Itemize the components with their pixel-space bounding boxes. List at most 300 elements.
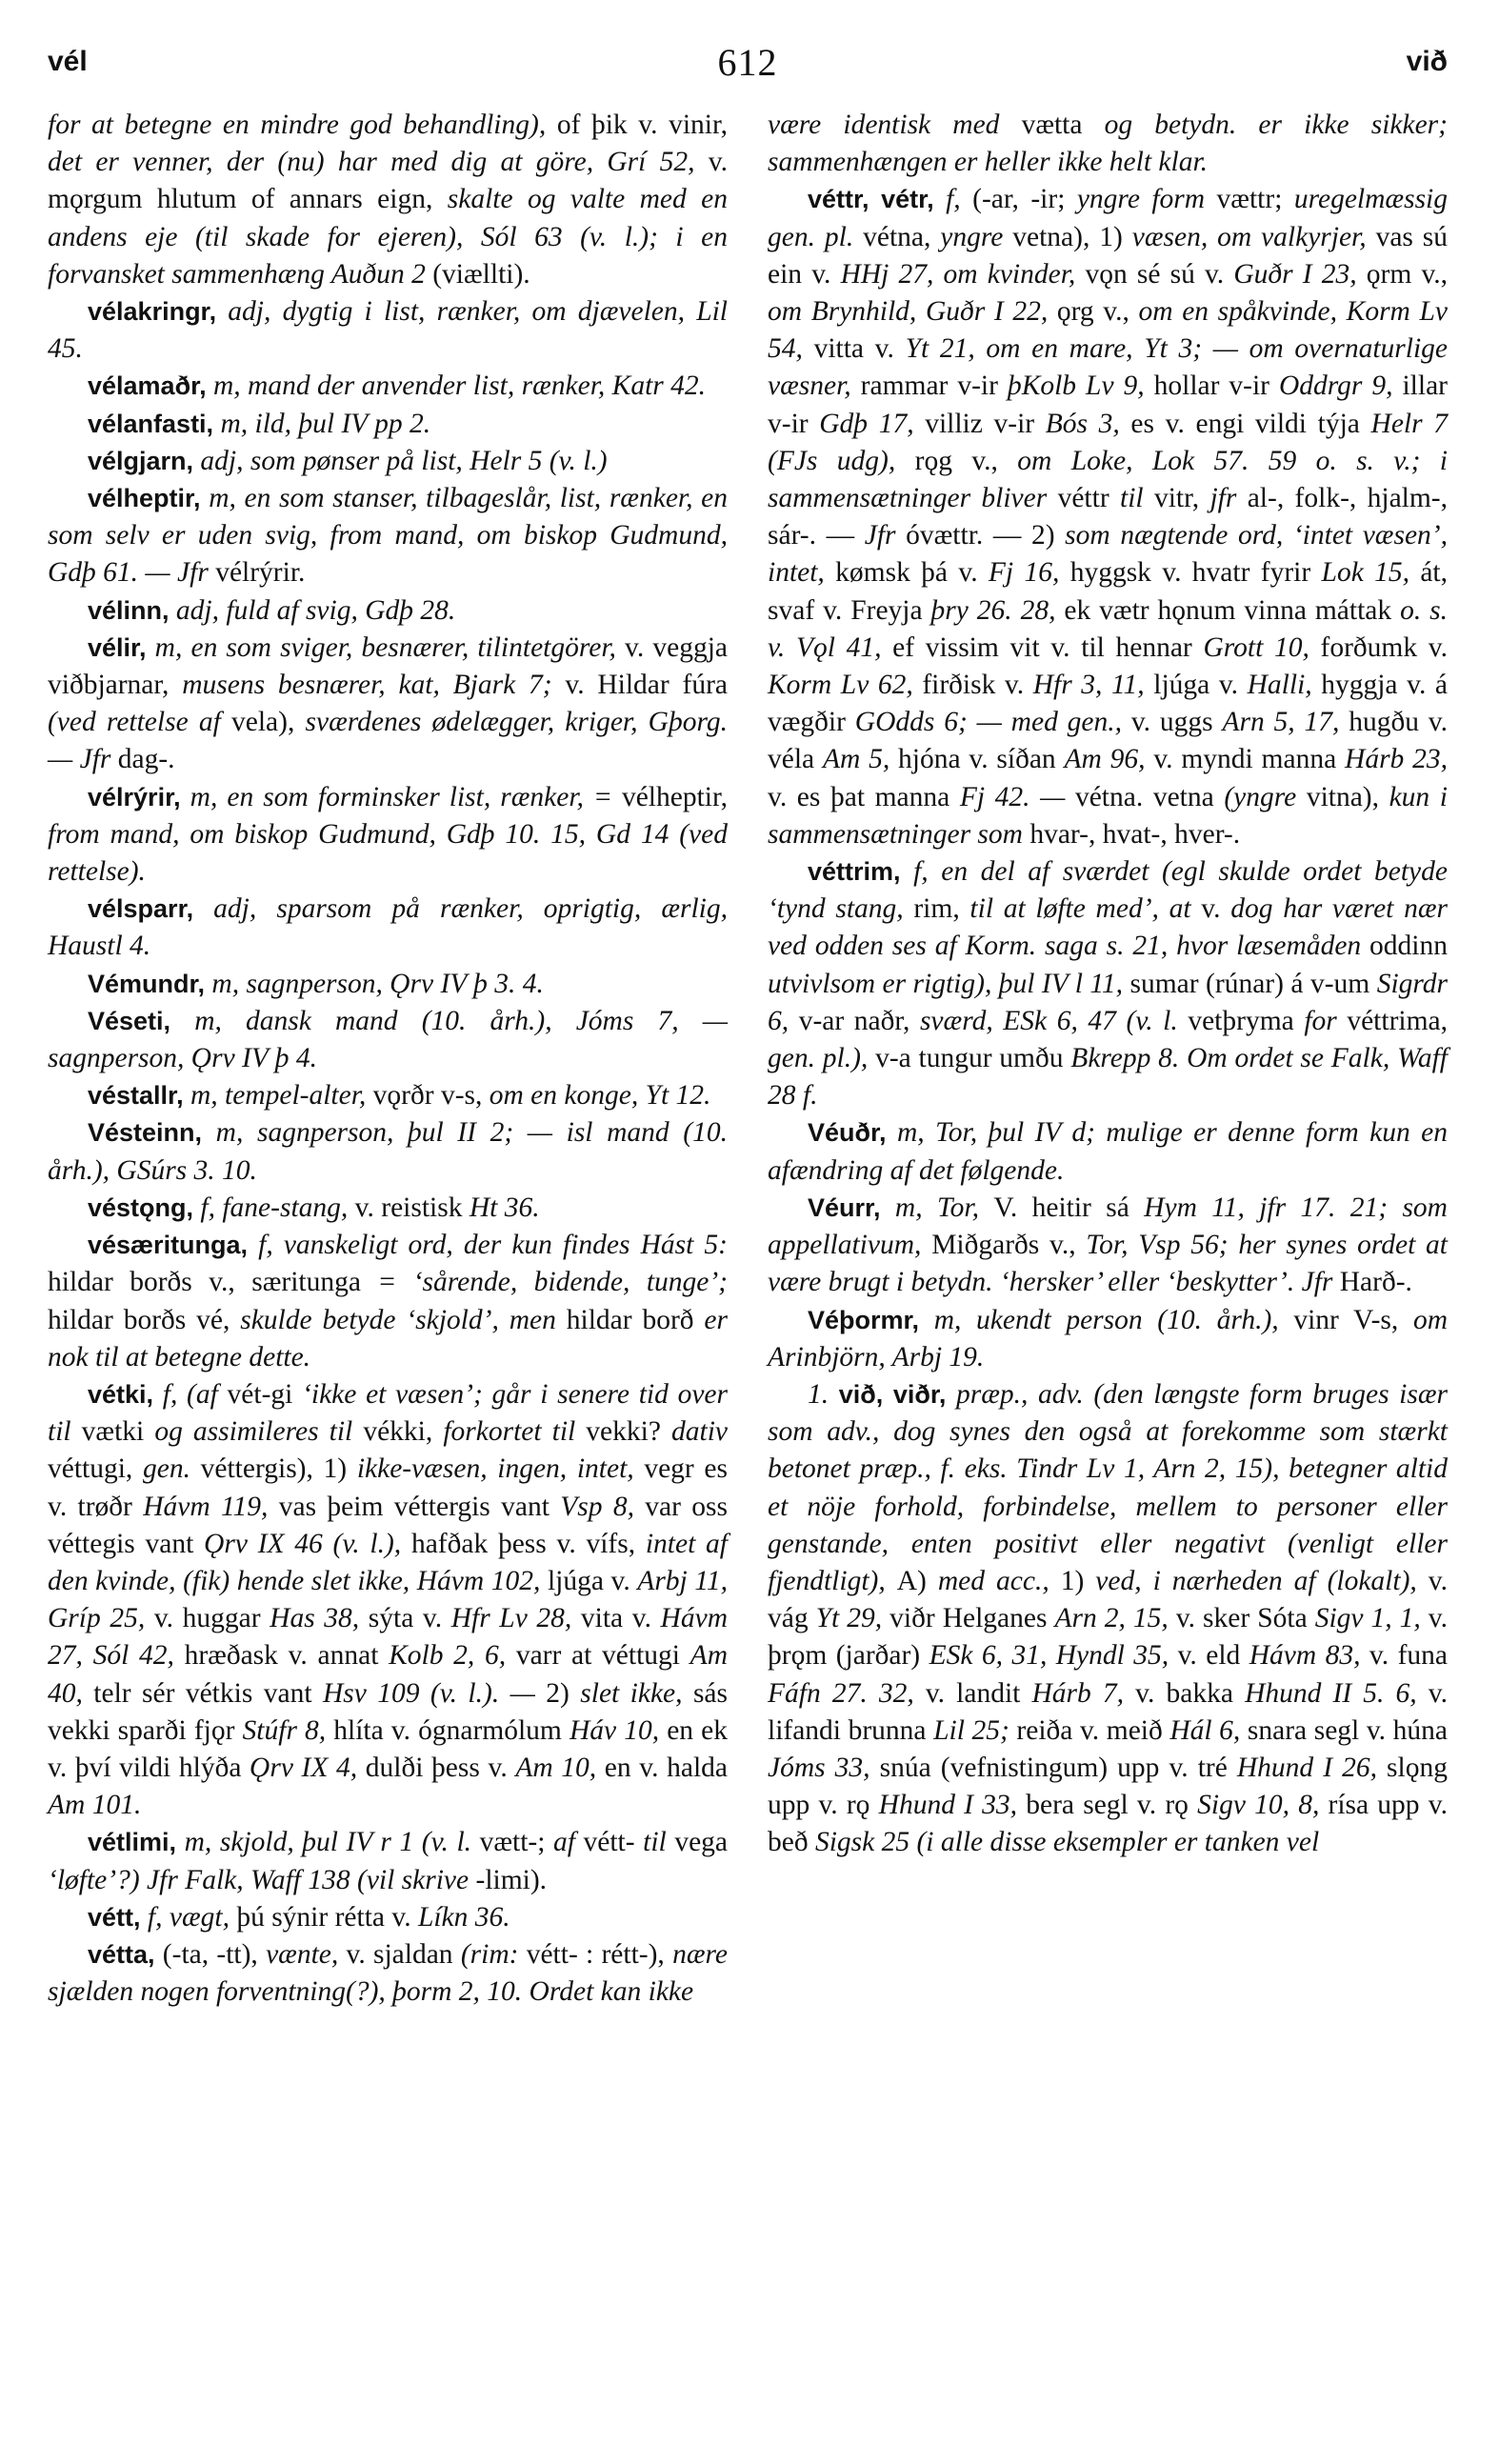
- headword: vélanfasti,: [88, 409, 214, 438]
- entry-text-roman: véttr: [1057, 483, 1120, 514]
- entry-text-roman: vétt-: [583, 1827, 644, 1858]
- headword: vétlimi,: [88, 1828, 177, 1857]
- headword: Vésteinn,: [88, 1118, 203, 1148]
- headword: Vémundr,: [88, 969, 206, 998]
- entry-text-roman: (-ta, -tt),: [154, 1938, 267, 1970]
- entry-text-italic: Ǫrv IX 4,: [250, 1752, 366, 1783]
- entry-text-italic: m, sagnperson, þul II 2; — isl mand (10. årh.), GSúrs 3. 10.: [48, 1117, 728, 1186]
- entry-text-roman: rísa upp v. beð: [768, 1790, 1448, 1858]
- entry-text-italic: ‘ikke et væsen’; går i senere tid over til: [48, 1378, 729, 1448]
- entry-text-italic: m, dansk mand (10. årh.), Jóms 7, — sagnperson, Ǫrv IV þ 4.: [48, 1005, 728, 1074]
- entry-text-roman: v-a tungur umðu: [875, 1043, 1071, 1074]
- dictionary-entry: [48, 966, 728, 1003]
- entry-text-italic: þry 26. 28,: [930, 594, 1065, 626]
- entry-text-italic: dativ: [671, 1416, 729, 1448]
- entry-text-italic: til at løfte med’, at: [969, 893, 1202, 925]
- entry-text-roman: (-ar, -ir;: [972, 184, 1077, 215]
- entry-text-roman: sás vekki sparði fjǫr: [48, 1677, 728, 1746]
- entry-text-italic: Fáfn 27. 32,: [768, 1677, 926, 1709]
- entry-text-roman: oddinn: [1369, 931, 1448, 962]
- headword: vélrýrir,: [88, 782, 181, 811]
- entry-text-italic: dog har været nær ved odden ses af Korm. saga s. 21, hvor læsemåden: [768, 893, 1448, 962]
- dictionary-entry: [48, 1899, 728, 1936]
- entry-text-italic: Bós 3,: [1045, 408, 1131, 439]
- entry-text-italic: Hávm 83,: [1249, 1640, 1369, 1672]
- page-number: 612: [717, 40, 778, 84]
- entry-text-italic: adj, som pønser på list, Helr 5 (v. l.): [193, 445, 608, 476]
- entry-text-roman: (viællti).: [432, 258, 530, 290]
- dictionary-entry: [768, 1302, 1448, 1376]
- dictionary-entry: [48, 293, 728, 368]
- entry-text-italic: slet ikke,: [580, 1677, 693, 1709]
- dictionary-entry: [48, 1824, 728, 1898]
- entry-text-roman: v. myndi manna: [1153, 744, 1346, 775]
- entry-text-italic: f, (af: [153, 1378, 228, 1410]
- entry-text-roman: var oss véttegis vant: [48, 1491, 728, 1559]
- entry-text-italic: om en konge, Yt 12.: [489, 1080, 711, 1112]
- entry-text-roman: snúa (vefnistingum) upp v. tré: [879, 1752, 1237, 1783]
- entry-text-roman: hyggsk v. hvatr fyrir: [1069, 557, 1322, 589]
- entry-text-roman: v. uggs: [1130, 707, 1223, 738]
- entry-text-italic: Fj 42. —: [959, 781, 1075, 812]
- entry-text-roman: vǫrðr v-s,: [372, 1080, 490, 1112]
- entry-text-italic: ESk 6, 31, Hyndl 35,: [929, 1640, 1178, 1672]
- entry-text-italic: m, Tor, þul IV d; mulige er denne form kun en afændring af det følgende.: [768, 1117, 1448, 1186]
- entry-text-italic: gen.: [142, 1453, 201, 1485]
- entry-text-italic: være identisk med: [768, 110, 1022, 140]
- headword: véstallr,: [88, 1081, 184, 1111]
- entry-text-italic: forkortet til: [443, 1416, 587, 1448]
- entry-text-italic: Am 5,: [822, 744, 899, 775]
- entry-text-italic: Yt 29,: [815, 1603, 890, 1634]
- headword: vétta,: [88, 1939, 155, 1969]
- entry-text-roman: vetna), 1): [1012, 221, 1132, 252]
- entry-text-italic: Has 38,: [270, 1603, 369, 1634]
- headword: Véseti,: [88, 1006, 171, 1035]
- headword: við, viðr,: [838, 1379, 947, 1409]
- entry-text-roman: v. eld: [1177, 1640, 1249, 1672]
- entry-text-italic: Sigrdr 6,: [768, 968, 1448, 1036]
- entry-text-italic: væsen, om valkyrjer,: [1131, 221, 1376, 252]
- headword: vélir,: [88, 632, 147, 662]
- headword: vélamaðr,: [88, 371, 207, 401]
- headword: véttrim,: [808, 857, 901, 887]
- entry-text-roman: en ek v. því vildi hlýða: [48, 1714, 729, 1783]
- entry-text-italic: Bkrepp 8. Om ordet se Falk, Waff 28 f.: [768, 1043, 1448, 1112]
- entry-text-roman: át, svaf v. Freyja: [768, 557, 1449, 626]
- dictionary-entry: [48, 779, 728, 891]
- entry-text-roman: vegr es v. trøðr: [48, 1453, 728, 1522]
- entry-text-roman: v. funa: [1369, 1640, 1448, 1672]
- entry-text-italic: Vsp 8,: [560, 1491, 646, 1522]
- dictionary-entry: [48, 891, 728, 965]
- entry-text-roman: al-, folk-, hjalm-, sár-. —: [768, 483, 1448, 551]
- entry-text-roman: v. landit: [925, 1677, 1032, 1709]
- entry-text-italic: from mand, om biskop Gudmund, Gdþ 10. 15, Gd 14 (ved rettelse).: [48, 818, 728, 888]
- dictionary-entry: [48, 1003, 728, 1077]
- left-guide-word: vél: [48, 46, 88, 77]
- entry-text-roman: vitna),: [1306, 781, 1389, 812]
- entry-text-italic: Arn 2, 15,: [1054, 1603, 1176, 1634]
- entry-text-roman: vas þeim véttergis vant: [278, 1491, 561, 1522]
- entry-text-italic: utvivlsom er rigtig), þul IV l 11,: [768, 968, 1130, 999]
- entry-text-roman: véttergis), 1): [200, 1453, 357, 1485]
- entry-text-roman: firðisk v.: [922, 670, 1033, 701]
- entry-text-italic: Halli,: [1247, 670, 1322, 701]
- entry-text-italic: kun i sammensætninger som: [768, 781, 1448, 850]
- entry-text-roman: v. Hildar fúra: [565, 670, 728, 701]
- entry-text-roman: vætta: [1021, 110, 1105, 140]
- entry-text-roman: þú sýnir rétta v.: [236, 1901, 418, 1933]
- entry-text-italic: det er venner, der (nu) har med dig at göre, Grí 52,: [48, 147, 709, 178]
- entry-text-italic: Hfr 3, 11,: [1032, 670, 1154, 701]
- headword: vétki,: [88, 1379, 154, 1409]
- entry-text-roman: v. þrǫm (jarðar): [768, 1603, 1449, 1672]
- entry-text-italic: uregelmæssig gen. pl.: [768, 184, 1448, 252]
- entry-text-italic: m, skjold, þul IV r 1 (v. l.: [176, 1827, 480, 1858]
- entry-text-italic: Líkn 36.: [417, 1901, 510, 1933]
- dictionary-entry: [768, 1190, 1448, 1302]
- entry-text-roman: vétt- : rétt-),: [526, 1938, 673, 1970]
- entry-text-italic: Hál 6,: [1169, 1714, 1248, 1746]
- entry-text-italic: Hfr Lv 28,: [450, 1603, 581, 1634]
- entry-text-roman: óvættr. — 2): [906, 520, 1066, 551]
- entry-text-italic: f, en del af sværdet (egl skulde ordet betyde ‘tynd stang,: [768, 856, 1448, 925]
- dictionary-entry: [48, 480, 728, 592]
- entry-text-roman: ef vissim vit v. til hennar: [892, 631, 1204, 663]
- entry-text-italic: Oddrgr 9,: [1278, 371, 1403, 402]
- entry-text-italic: om Arinbjörn, Arbj 19.: [768, 1304, 1448, 1372]
- entry-text-roman: forðumk v.: [1320, 631, 1448, 663]
- entry-text-italic: Helr 7 (FJs udg),: [768, 408, 1448, 476]
- entry-text-italic: Ǫrv IX 46 (v. l.),: [204, 1528, 411, 1559]
- headword: vélgjarn,: [88, 446, 194, 475]
- entry-text-italic: Fj 16,: [988, 557, 1070, 589]
- entry-text-italic: skulde betyde ‘skjold’, men: [240, 1304, 567, 1335]
- entry-text-italic: Stúfr 8,: [242, 1714, 334, 1746]
- headword: véttr, vétr,: [808, 185, 934, 214]
- entry-text-italic: Jfr: [864, 520, 907, 551]
- entry-text-italic: m, ild, þul IV pp 2.: [213, 408, 431, 439]
- entry-text-roman: vitr,: [1153, 483, 1210, 514]
- entry-text-roman: hildar borðs vé,: [48, 1304, 241, 1335]
- entry-text-roman: Harð-.: [1339, 1267, 1412, 1298]
- entry-text-italic: sværd, ESk 6, 47 (v. l.: [919, 1005, 1189, 1036]
- entry-text-roman: ek vætr hǫnum vinna máttak: [1064, 594, 1401, 626]
- entry-text-italic: præp., adv. (den længste form bruges især som adv., dog synes den også at forekomme som stærkt betonet præp., f. eks. Tindr Lv 1, Arn 2, 15), betegner altid et nöje forhold, forbindelse, mellem to personer eller genstande, enten positivt eller negativt (venligt eller fjendtligt),: [768, 1378, 1448, 1596]
- continued-entry: [48, 107, 728, 293]
- entry-text-italic: med acc.,: [937, 1565, 1061, 1596]
- entry-text-italic: Yt 21, om en mare, Yt 3; — om overnaturlige væsner,: [768, 333, 1448, 402]
- entry-text-roman: bera segl v. rǫ: [1026, 1790, 1198, 1821]
- entry-text-italic: Lok 15,: [1321, 557, 1421, 589]
- entry-text-italic: Hhund II 5. 6,: [1245, 1677, 1429, 1709]
- entry-text-italic: vænte,: [266, 1938, 347, 1970]
- entry-text-italic: yngre form: [1076, 184, 1217, 215]
- entry-text-italic: sværdenes ødelægger, kriger, Gþorg. — Jfr: [48, 707, 728, 775]
- entry-text-italic: adj, sparsom på rænker, oprigtig, ærlig, Haustl 4.: [48, 893, 728, 962]
- headword: vélsparr,: [88, 894, 194, 924]
- entry-text-italic: m, ukendt person (10. årh.),: [919, 1304, 1294, 1335]
- entry-text-italic: ved, i nærheden af (lokalt),: [1095, 1565, 1429, 1596]
- entry-text-italic: og assimileres til: [154, 1416, 364, 1448]
- dictionary-entry: [768, 853, 1448, 1114]
- entry-text-italic: Tor, Vsp 56; her synes ordet at være brugt i betydn. ‘hersker’ eller ‘beskytter’. Jfr: [768, 1230, 1449, 1298]
- entry-text-italic: Grott 10,: [1203, 631, 1321, 663]
- entry-text-roman: ljúga v.: [547, 1565, 638, 1596]
- entry-text-roman: en v. halda: [604, 1752, 728, 1783]
- dictionary-entry: [48, 443, 728, 480]
- entry-text-italic: Arn 5, 17,: [1222, 707, 1349, 738]
- entry-text-roman: v.: [1201, 893, 1231, 925]
- entry-text-roman: telr sér vétkis vant: [93, 1677, 323, 1709]
- entry-text-italic: f,: [933, 184, 973, 215]
- entry-text-roman: ǫrm v.,: [1366, 258, 1449, 290]
- dictionary-entry: [48, 1227, 728, 1376]
- entry-text-roman: villiz v-ir: [925, 408, 1046, 439]
- entry-text-roman: varr at véttugi: [515, 1640, 690, 1672]
- headword: vésæritunga,: [88, 1231, 249, 1260]
- entry-text-roman: v. sjaldan: [346, 1938, 461, 1970]
- entry-text-italic: m, en som stanser, tilbageslår, list, rænker, en som selv er uden svig, from mand, om biskop Gudmund, Gdþ 61. — Jfr: [48, 483, 728, 589]
- dictionary-entry: [48, 1190, 728, 1227]
- entry-text-italic: f, vægt,: [140, 1901, 237, 1933]
- entry-text-roman: véttugi,: [48, 1453, 143, 1485]
- entry-text-roman: 1): [1060, 1565, 1096, 1596]
- entry-text-italic: Sigv 10, 8,: [1197, 1790, 1329, 1821]
- dictionary-entry: [48, 1114, 728, 1189]
- continued-entry: [768, 107, 1448, 181]
- entry-text-italic: m, Tor,: [880, 1192, 994, 1223]
- entry-text-roman: rim,: [913, 893, 970, 925]
- dictionary-entry: [48, 592, 728, 630]
- entry-text-italic: ikke-væsen, ingen, intet,: [356, 1453, 645, 1485]
- entry-text-roman: vela),: [230, 707, 306, 738]
- entry-text-roman: illar v-ir: [768, 371, 1448, 439]
- entry-text-roman: hafðak þess v. vífs,: [410, 1528, 646, 1559]
- entry-text-roman: vǫn sé sú v.: [1085, 258, 1234, 290]
- entry-text-roman: v-ar naðr,: [798, 1005, 920, 1036]
- entry-text-italic: for: [1304, 1005, 1348, 1036]
- headword: vélheptir,: [88, 484, 201, 513]
- entry-text-italic: af: [553, 1827, 584, 1858]
- running-head: [48, 29, 1448, 95]
- entry-text-italic: Hhund I 33,: [878, 1790, 1027, 1821]
- entry-text-roman: of þik v. vinir,: [556, 110, 729, 140]
- entry-text-roman: viðr Helganes: [889, 1603, 1055, 1634]
- headword: vélinn,: [88, 595, 170, 625]
- dictionary-entry: [48, 1376, 728, 1824]
- entry-text-roman: hræðask v. annat: [184, 1640, 390, 1672]
- entry-text-italic: Háv 10,: [569, 1714, 668, 1746]
- entry-text-italic: om Brynhild, Guðr I 22,: [768, 296, 1057, 328]
- entry-text-italic: Am 40,: [48, 1640, 728, 1709]
- entry-text-roman: slǫng upp v. rǫ: [768, 1752, 1448, 1821]
- entry-text-italic: Jóms 33,: [768, 1752, 880, 1783]
- entry-text-italic: (ved rettelse af: [48, 707, 231, 738]
- entry-text-roman: vetþryma: [1188, 1005, 1305, 1036]
- entry-text-roman: es v. engi vildi týja: [1130, 408, 1371, 439]
- entry-text-italic: m, mand der anvender list, rænker, Katr 42.: [206, 371, 707, 402]
- entry-text-roman: -limi).: [475, 1864, 548, 1895]
- entry-text-roman: hjóna v. síðan: [898, 744, 1065, 775]
- entry-text-roman: snara segl v. húna: [1247, 1714, 1448, 1746]
- entry-text-italic: musens besnærer, kat, Bjark 7;: [182, 670, 566, 701]
- entry-text-roman: rǫg v.,: [914, 445, 1018, 476]
- entry-text-roman: vættr;: [1216, 184, 1294, 215]
- entry-text-italic: intet af den kvinde, (fik) hende slet ikke, Hávm 102,: [48, 1528, 728, 1596]
- entry-text-italic: om Loke, Lok 57. 59 o. s. v.; i sammensætninger bliver: [768, 445, 1448, 514]
- entry-text-italic: m, sagnperson, Ǫrv IV þ 3. 4.: [205, 968, 544, 999]
- entry-text-italic: og betydn. er ikke sikker; sammenhængen er heller ikke helt klar.: [768, 110, 1448, 178]
- entry-text-roman: hyggja v. á vægðir: [768, 670, 1448, 738]
- entry-text-roman: vega: [674, 1827, 728, 1858]
- entry-text-roman: A): [896, 1565, 938, 1596]
- entry-text-roman: vinr V-s,: [1293, 1304, 1413, 1335]
- entry-text-roman: vétna,: [863, 221, 941, 252]
- entry-text-italic: þKolb Lv 9,: [1007, 371, 1154, 402]
- entry-text-roman: v. vág: [768, 1565, 1449, 1634]
- dictionary-entry: [768, 1114, 1448, 1189]
- entry-text-italic: som nægtende ord, ‘intet væsen’, intet,: [768, 520, 1449, 589]
- entry-text-roman: v. sker Sóta: [1175, 1603, 1315, 1634]
- right-guide-word: við: [1406, 46, 1448, 77]
- headword: vélakringr,: [88, 297, 217, 327]
- entry-text-roman: v. veggja viðbjarnar,: [48, 631, 729, 701]
- entry-text-italic: m, tempel-alter,: [183, 1080, 373, 1112]
- entry-text-italic: Kolb 2, 6,: [389, 1640, 516, 1672]
- entry-text-italic: = ‘sårende, bidende, tunge’;: [377, 1267, 729, 1298]
- dictionary-entry: [768, 181, 1448, 853]
- entry-text-italic: til: [1120, 483, 1154, 514]
- entry-text-italic: f, fane-stang,: [193, 1192, 355, 1223]
- entry-text-italic: Hsv 109 (v. l.). —: [322, 1677, 547, 1709]
- entry-text-roman: 2): [546, 1677, 581, 1709]
- entry-text-italic: (rim:: [460, 1938, 527, 1970]
- entry-text-roman: dulði þess v.: [365, 1752, 516, 1783]
- left-column: [48, 107, 728, 2011]
- dictionary-entry: [48, 1077, 728, 1114]
- entry-text-roman: vélheptir,: [621, 781, 728, 812]
- entry-text-roman: v. huggar: [153, 1603, 270, 1634]
- entry-text-roman: hugðu v. véla: [768, 707, 1448, 775]
- text-columns: [48, 107, 1448, 2011]
- entry-text-roman: v. reistisk: [354, 1192, 470, 1223]
- entry-text-roman: v. lifandi brunna: [768, 1677, 1448, 1746]
- entry-text-italic: Arbj 11, Gríp 25,: [48, 1565, 728, 1634]
- entry-text-italic: Guðr I 23,: [1233, 258, 1367, 290]
- entry-text-italic: skalte og valte med en andens eje (til skade for ejeren), Sól 63 (v. l.); i en forvansket sammenhæng Auðun 2: [48, 184, 728, 290]
- entry-text-roman: vas sú ein v.: [768, 221, 1449, 290]
- entry-text-roman: ǫrg v.,: [1056, 296, 1139, 328]
- entry-text-roman: vélrýrir.: [215, 557, 306, 589]
- entry-text-roman: véttrima,: [1347, 1005, 1448, 1036]
- entry-text-italic: Ht 36.: [469, 1192, 540, 1223]
- entry-text-italic: til: [643, 1827, 675, 1858]
- entry-text-italic: (yngre: [1224, 781, 1307, 812]
- entry-text-italic: Korm Lv 62,: [768, 670, 923, 701]
- entry-text-italic: Lil 25;: [933, 1714, 1017, 1746]
- entry-text-roman: kømsk þá v.: [835, 557, 989, 589]
- entry-text-italic: adj, dygtig i list, rænker, om djævelen, Lil 45.: [48, 296, 728, 365]
- entry-text-italic: gen. pl.),: [768, 1043, 876, 1074]
- entry-text-italic: f, vanskeligt ord, der kun findes Hást 5:: [248, 1230, 728, 1261]
- entry-text-roman: vitta v.: [813, 333, 906, 365]
- entry-text-italic: Hhund I 26,: [1236, 1752, 1388, 1783]
- dictionary-entry: [768, 1376, 1448, 1862]
- entry-text-italic: Hávm 27, Sól 42,: [48, 1603, 728, 1672]
- entry-text-roman: sumar (rúnar) á v-um: [1129, 968, 1377, 999]
- entry-text-roman: hlíta v. ógnarmólum: [333, 1714, 570, 1746]
- entry-text-roman: vita v.: [580, 1603, 661, 1634]
- entry-text-roman: v. bakka: [1135, 1677, 1246, 1709]
- dictionary-entry: [48, 406, 728, 443]
- entry-text-italic: Sigsk 25 (i alle disse eksempler er tanken vel: [814, 1827, 1320, 1858]
- entry-text-roman: Miðgarðs v.,: [931, 1230, 1087, 1261]
- entry-text-roman: vét-gi: [227, 1378, 303, 1410]
- entry-text-italic: m, en som sviger, besnærer, tilintetgörer,: [146, 631, 626, 663]
- entry-text-roman: hvar-, hvat-, hver-.: [1029, 818, 1241, 850]
- entry-text-roman: hildar borð: [566, 1304, 705, 1335]
- entry-text-italic: Am 96,: [1064, 744, 1154, 775]
- entry-text-roman: hildar borðs v., særitunga: [48, 1267, 378, 1298]
- entry-text-italic: o. s. v. Vǫl 41,: [768, 594, 1448, 663]
- entry-text-italic: er nok til at betegne dette.: [48, 1304, 728, 1372]
- entry-text-roman: v. mǫrgum hlutum of annars eign,: [48, 147, 728, 215]
- entry-text-italic: HHj 27, om kvinder,: [840, 258, 1086, 290]
- entry-text-roman: sýta v.: [368, 1603, 451, 1634]
- entry-text-italic: nære sjælden nogen forventning(?), þorm 2, 10. Ordet kan ikke: [48, 1938, 728, 2008]
- entry-text-italic: m, en som forminsker list, rænker, =: [180, 781, 622, 812]
- entry-text-roman: reiða v. meið: [1016, 1714, 1170, 1746]
- entry-text-italic: jfr: [1209, 483, 1248, 514]
- entry-text-italic: for at betegne en mindre god behandling),: [48, 110, 557, 140]
- entry-text-italic: Am 101.: [48, 1790, 142, 1821]
- entry-text-roman: dag-.: [117, 744, 175, 775]
- right-column: [768, 107, 1448, 2011]
- dictionary-entry: [48, 1936, 728, 2011]
- entry-text-roman: ljúga v.: [1153, 670, 1248, 701]
- entry-text-roman: hollar v-ir: [1153, 371, 1279, 402]
- entry-text-italic: Hávm 119,: [143, 1491, 279, 1522]
- entry-text-roman: vekki?: [586, 1416, 672, 1448]
- entry-text-italic: om en spåkvinde, Korm Lv 54,: [768, 296, 1448, 365]
- dictionary-page: [48, 29, 1448, 2438]
- entry-text-roman: V. heitir sá: [993, 1192, 1145, 1223]
- entry-text-italic: adj, fuld af svig, Gdþ 28.: [169, 594, 456, 626]
- entry-text-italic: Hárb 23,: [1345, 744, 1448, 775]
- entry-text-italic: Sigv 1, 1,: [1314, 1603, 1429, 1634]
- entry-text-italic: Am 10,: [515, 1752, 605, 1783]
- entry-text-roman: rammar v-ir: [860, 371, 1008, 402]
- entry-text-roman: vætki: [81, 1416, 155, 1448]
- entry-text-roman: vétna. vetna: [1074, 781, 1225, 812]
- entry-text-italic: yngre: [940, 221, 1013, 252]
- entry-text-italic: Hárb 7,: [1031, 1677, 1136, 1709]
- headword: Véþormr,: [808, 1305, 920, 1334]
- entry-text-italic: Hym 11, jfr 17. 21; som appellativum,: [768, 1192, 1448, 1261]
- entry-text-roman: vékki,: [363, 1416, 444, 1448]
- headword: véstǫng,: [88, 1192, 194, 1222]
- dictionary-entry: [48, 368, 728, 405]
- entry-text-roman: vætt-;: [479, 1827, 553, 1858]
- dictionary-entry: [48, 630, 728, 779]
- entry-text-roman: v. es þat manna: [768, 781, 960, 812]
- entry-text-italic: Gdþ 17,: [819, 408, 926, 439]
- headword: Véurr,: [808, 1192, 881, 1222]
- entry-text-italic: GOdds 6; — med gen.,: [854, 707, 1131, 738]
- headword: vétt,: [88, 1902, 141, 1932]
